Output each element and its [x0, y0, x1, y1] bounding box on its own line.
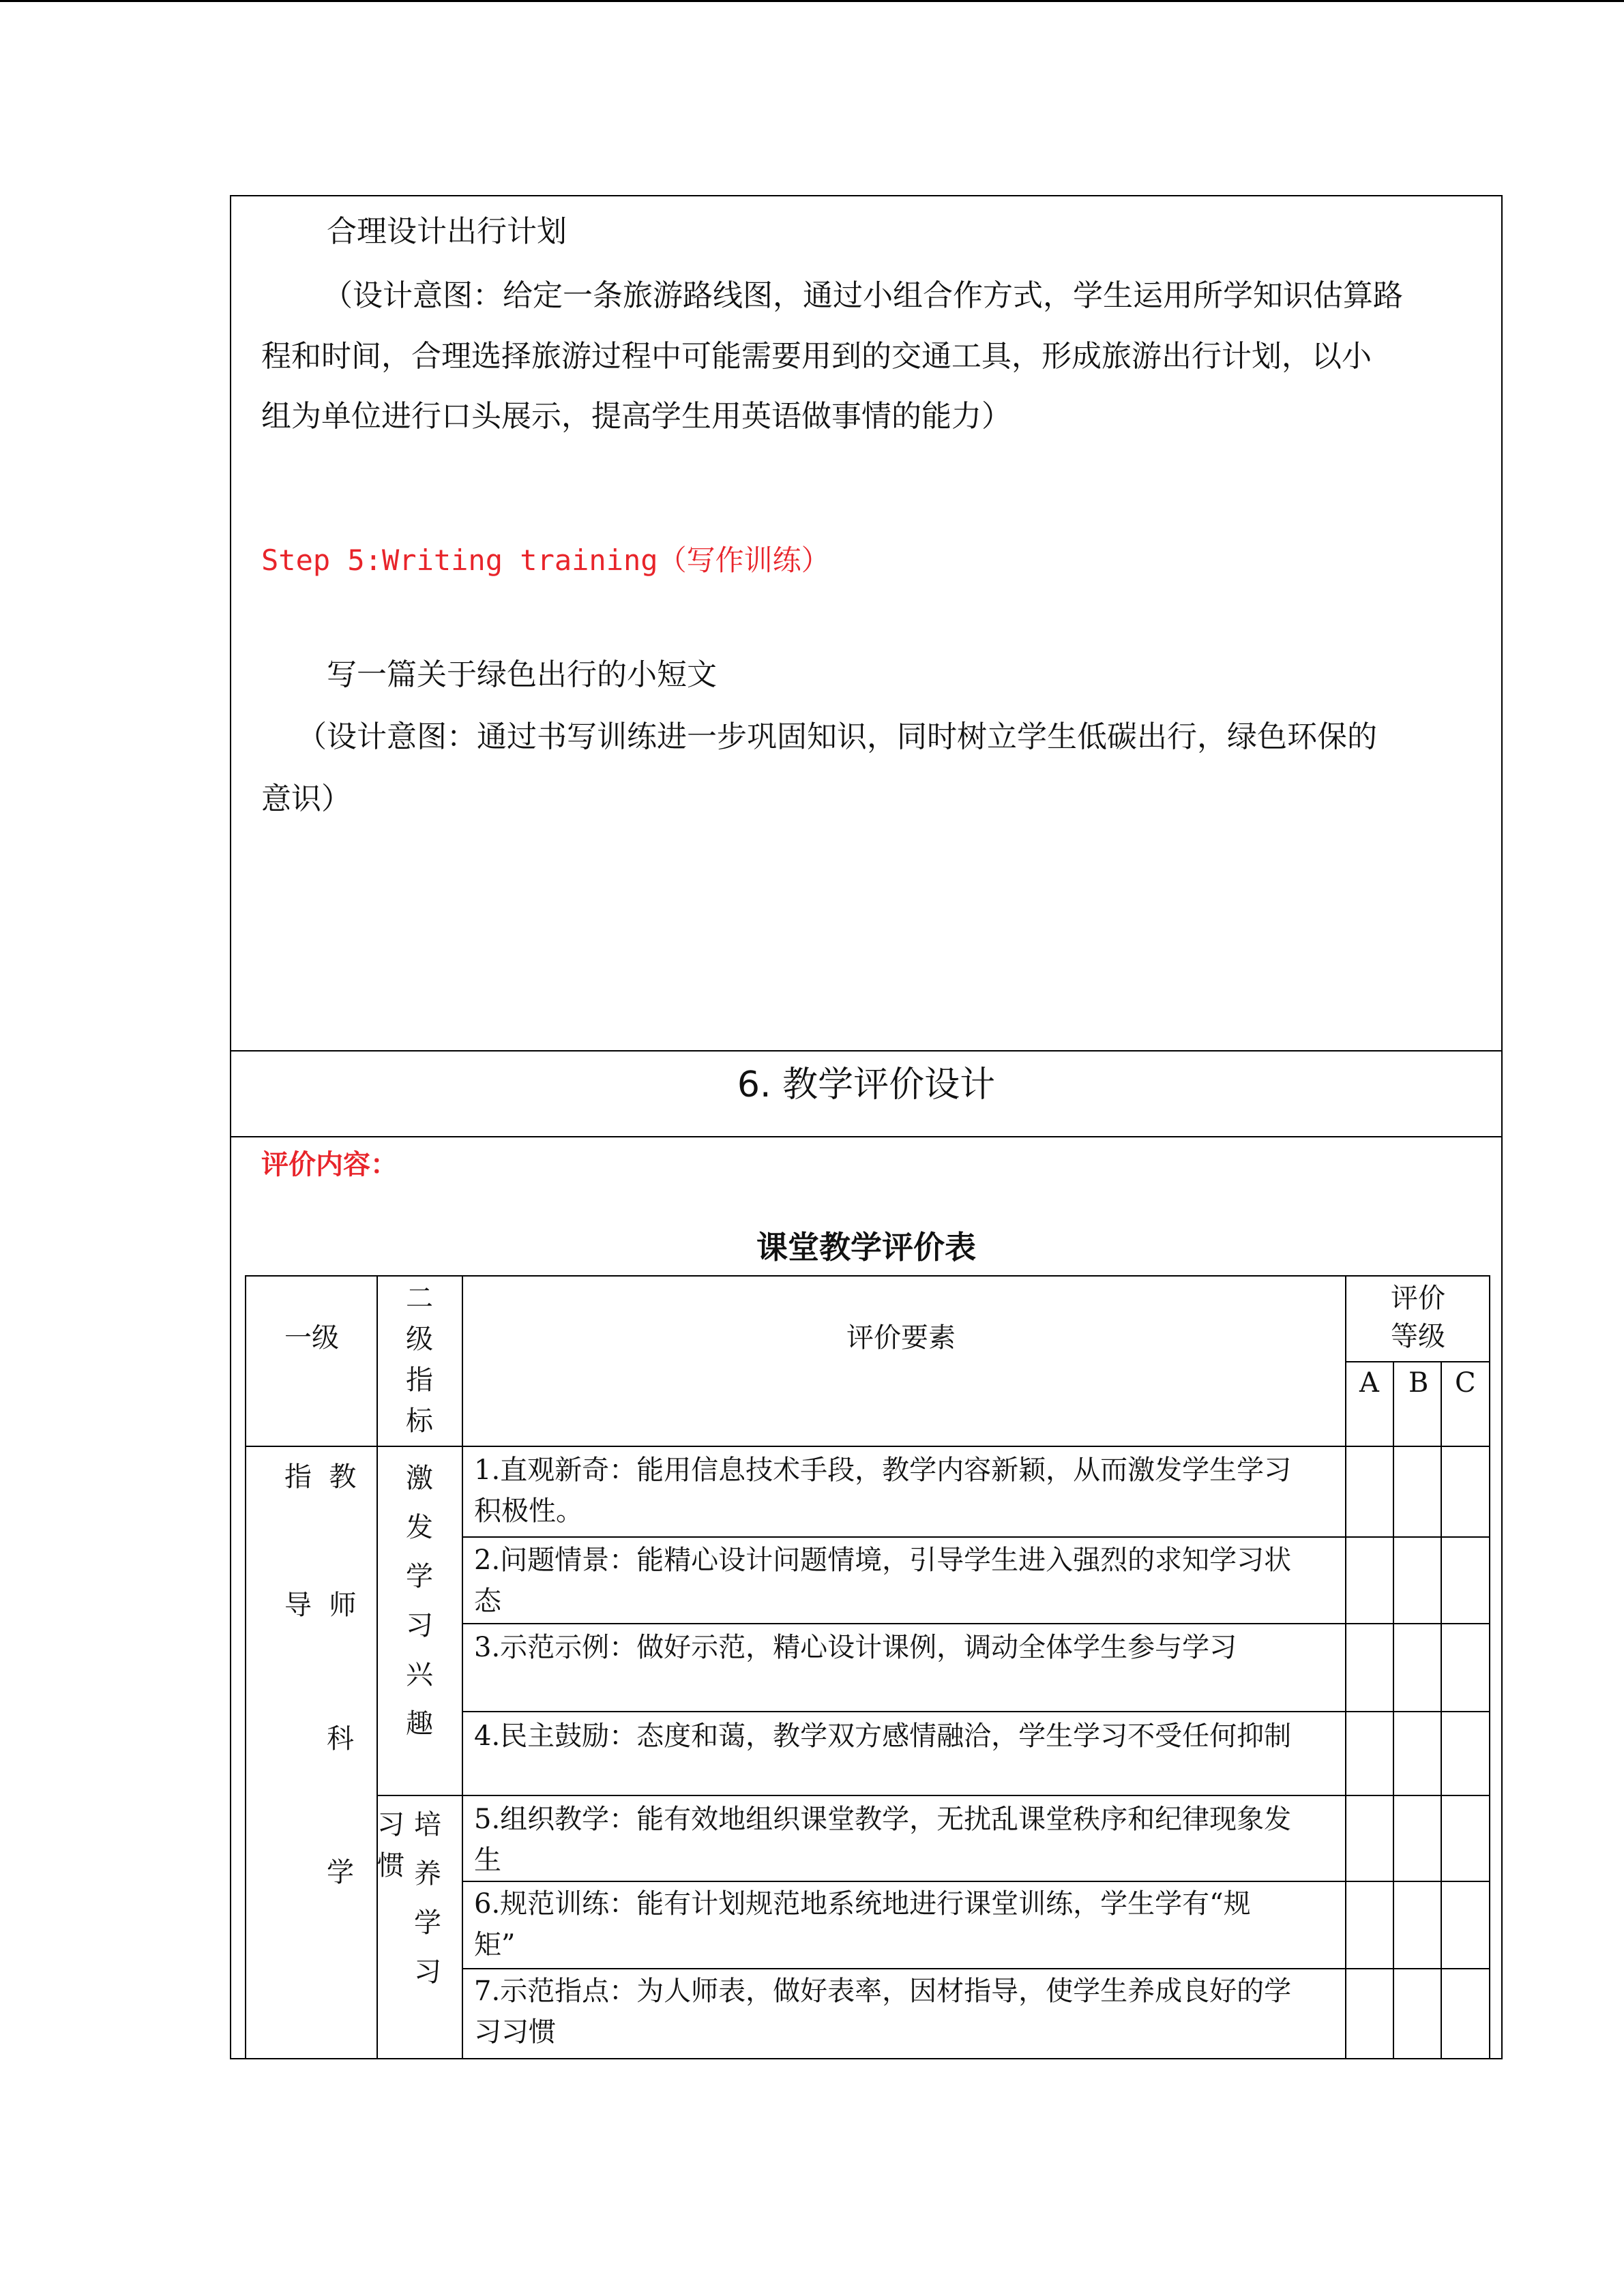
group2-left-char: 习 [377, 1809, 404, 1840]
col-sep-5 [1441, 1361, 1442, 2059]
group2-left-char: 惯 [377, 1850, 404, 1881]
evaluation-table [245, 1275, 1490, 2059]
item-line: 7.示范指点：为人师表，做好表率，因材指导，使学生养成良好的学 [474, 1976, 1292, 2007]
level2-group-stimulate-interest [404, 1454, 434, 1748]
row-sep-1 [462, 1536, 1490, 1538]
evaluation-item [474, 1450, 1320, 1532]
item-line: 3.示范示例：做好示范，精心设计课例，调动全体学生参与学习 [474, 1632, 1237, 1663]
col-sep-3 [1345, 1275, 1346, 2059]
grade-b: B [1408, 1367, 1429, 1399]
writing-intent-line-1: （设计意图：通过书写训练进一步巩固知识，同时树立学生低碳出行，绿色环保的 [297, 719, 1377, 754]
group2-right-char: 习 [414, 1956, 441, 1988]
evaluation-item [474, 1716, 1320, 1757]
plan-title: 合理设计出行计划 [327, 214, 567, 249]
group1-char: 学 [406, 1561, 433, 1592]
item-line: 生 [474, 1845, 501, 1876]
evaluation-item [474, 1540, 1320, 1622]
group1-char: 发 [406, 1512, 433, 1543]
level2-group-cultivate-habits [413, 1800, 443, 1997]
col-sep-4 [1393, 1361, 1394, 2059]
lesson-plan-frame [230, 195, 1503, 2059]
row-sep-2 [462, 1623, 1490, 1624]
item-line: 1.直观新奇：能用信息技术手段，教学内容新颖，从而激发学生学习 [474, 1455, 1292, 1486]
group1-char: 习 [406, 1610, 433, 1641]
level1-row3: 科 [327, 1723, 354, 1755]
table-border-right [1489, 1275, 1490, 2059]
level2-group2-left [377, 1800, 404, 1890]
item-line: 习习惯 [474, 2016, 556, 2048]
table-border-left [245, 1275, 246, 2059]
header-level2-char: 级 [406, 1324, 433, 1355]
col-sep-2 [462, 1275, 463, 2059]
section-title: 6. 教学评价设计 [737, 1064, 996, 1105]
col-sep-1 [377, 1275, 378, 2059]
row-sep-6 [462, 1968, 1490, 1969]
evaluation-item [474, 1627, 1320, 1668]
item-line: 5.组织教学：能有效地组织课堂教学，无扰乱课堂秩序和纪律现象发 [474, 1804, 1292, 1835]
header-level2 [404, 1278, 434, 1442]
group1-char: 激 [406, 1463, 433, 1494]
plan-intent-line-1: （设计意图：给定一条旅游路线图，通过小组合作方式，学生运用所学知识估算路 [323, 278, 1403, 313]
page-top-rule [0, 0, 1624, 2]
group2-right-char: 学 [414, 1907, 441, 1939]
header-grade-line2: 等级 [1391, 1321, 1445, 1352]
grade-a: A [1359, 1367, 1379, 1399]
header-grade-line1: 评价 [1391, 1283, 1445, 1314]
plan-intent-line-2: 程和时间，合理选择旅游过程中可能需要用到的交通工具，形成旅游出行计划，以小 [261, 339, 1372, 374]
row-sep-4 [377, 1795, 1490, 1796]
divider-below-section-title [231, 1136, 1501, 1137]
step5-heading: Step 5:Writing training（写作训练） [261, 543, 830, 577]
row-sep-3 [462, 1711, 1490, 1712]
header-elements: 评价要素 [846, 1322, 956, 1354]
item-line: 积极性。 [474, 1495, 583, 1527]
item-line: 4.民主鼓励：态度和蔼，教学双方感情融洽，学生学习不受任何抑制 [474, 1720, 1292, 1752]
table-title: 课堂教学评价表 [756, 1229, 976, 1266]
item-line: 2.问题情景：能精心设计问题情境，引导学生进入强烈的求知学习状 [474, 1545, 1292, 1576]
evaluation-item [474, 1971, 1320, 2053]
writing-intent-line-2: 意识） [261, 781, 351, 816]
level1-row4: 学 [327, 1857, 354, 1888]
writing-task: 写一篇关于绿色出行的小短文 [327, 657, 717, 692]
plan-intent-line-3: 组为单位进行口头展示，提高学生用英语做事情的能力） [261, 399, 1012, 434]
item-line: 矩” [474, 1929, 516, 1960]
table-border-top [245, 1275, 1490, 1277]
item-line: 态 [474, 1585, 501, 1617]
evaluation-content-label: 评价内容： [261, 1149, 398, 1180]
header-level1: 一级 [284, 1322, 339, 1354]
level1-row2: 导 师 [284, 1590, 357, 1621]
header-bottom [245, 1446, 1490, 1447]
item-line: 6.规范训练：能有计划规范地系统地进行课堂训练，学生学有“规 [474, 1888, 1251, 1920]
header-level2-char: 二 [406, 1283, 433, 1314]
row-sep-5 [462, 1881, 1490, 1882]
evaluation-item [474, 1799, 1320, 1881]
evaluation-item [474, 1883, 1320, 1965]
group2-right-char: 培 [414, 1809, 441, 1840]
grade-c: C [1455, 1367, 1476, 1399]
group2-right-char: 养 [414, 1858, 441, 1890]
group1-char: 兴 [406, 1659, 433, 1690]
group1-char: 趣 [406, 1708, 433, 1740]
header-level2-char: 标 [406, 1405, 433, 1437]
header-level2-char: 指 [406, 1365, 433, 1396]
level1-row1: 指 教 [284, 1461, 357, 1493]
